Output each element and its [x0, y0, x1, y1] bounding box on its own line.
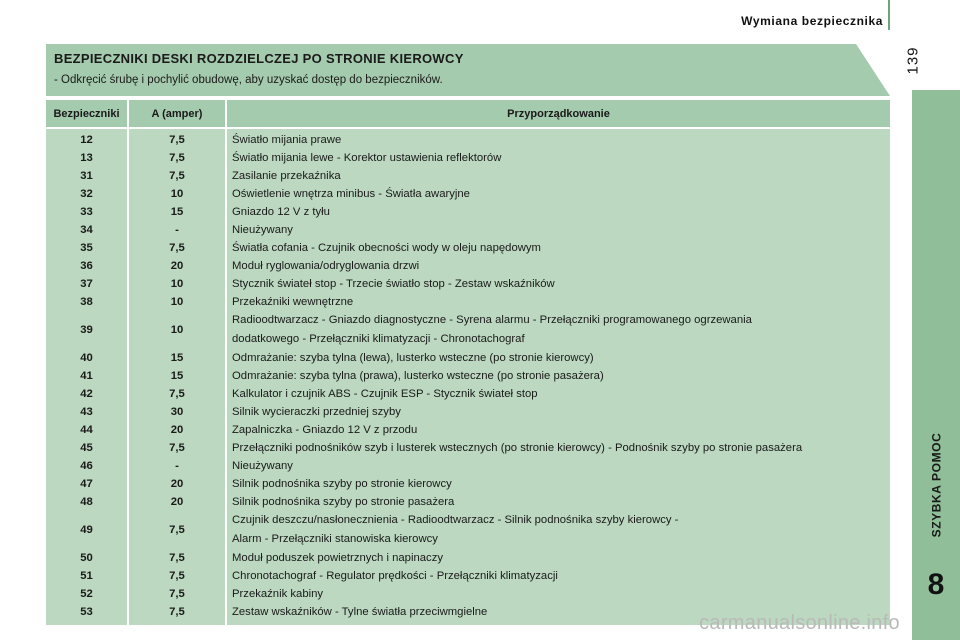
fuse-number: 42	[46, 385, 128, 403]
table-row	[46, 385, 890, 403]
table-row	[46, 367, 890, 385]
table-row	[46, 203, 890, 221]
fuse-amperage: 7,5	[128, 128, 226, 149]
fuse-number: 51	[46, 567, 128, 585]
fuse-number: 40	[46, 349, 128, 367]
fuse-assignment: Oświetlenie wnętrza minibus - Światła awaryjne	[226, 185, 890, 203]
fuse-amperage: -	[128, 457, 226, 475]
fuse-number: 52	[46, 585, 128, 603]
fuse-assignment: Moduł poduszek powietrznych i napinaczy	[226, 549, 890, 567]
fuse-amperage: 7,5	[128, 239, 226, 257]
chapter-side-label	[912, 420, 960, 550]
fuse-amperage: 20	[128, 493, 226, 511]
fuse-number: 50	[46, 549, 128, 567]
fuse-assignment: Zestaw wskaźników - Tylne światła przeciwmgielne	[226, 603, 890, 625]
fuse-number: 46	[46, 457, 128, 475]
table-row	[46, 167, 890, 185]
fuse-amperage: 15	[128, 203, 226, 221]
fuse-assignment: Nieużywany	[226, 457, 890, 475]
fuse-amperage: 7,5	[128, 149, 226, 167]
table-row	[46, 239, 890, 257]
section-instruction: - Odkręcić śrubę i pochylić obudowę, aby uzyskać dostęp do bezpieczników.	[54, 74, 443, 86]
fuse-assignment: Światło mijania prawe	[226, 128, 890, 149]
header-amp: A (amper)	[128, 100, 226, 128]
header-assignment: Przyporządkowanie	[226, 100, 890, 128]
table-row	[46, 257, 890, 275]
fuse-assignment: Przełączniki podnośników szyb i lusterek wstecznych (po stronie kierowcy) - Podnośnik szyby po stronie pasażera	[226, 439, 890, 457]
fuse-amperage: -	[128, 221, 226, 239]
header-divider	[888, 0, 890, 30]
fuse-assignment: Odmrażanie: szyba tylna (prawa), lusterko wsteczne (po stronie pasażera)	[226, 367, 890, 385]
fuse-amperage: 7,5	[128, 549, 226, 567]
fuse-number: 38	[46, 293, 128, 311]
fuse-amperage: 7,5	[128, 511, 226, 549]
chapter-label-text: SZYBKA POMOC	[929, 432, 944, 538]
fuse-assignment: Silnik wycieraczki przedniej szyby	[226, 403, 890, 421]
fuse-assignment: Kalkulator i czujnik ABS - Czujnik ESP - Stycznik świateł stop	[226, 385, 890, 403]
table-row	[46, 457, 890, 475]
fuse-number: 47	[46, 475, 128, 493]
fuse-assignment	[226, 311, 890, 349]
fuse-number: 44	[46, 421, 128, 439]
page-number-text: 139	[904, 45, 922, 75]
fuse-assignment: Gniazdo 12 V z tyłu	[226, 203, 890, 221]
watermark: carmanualsonline.info	[699, 612, 900, 634]
fuse-assignment: Przekaźnik kabiny	[226, 585, 890, 603]
fuse-number: 39	[46, 311, 128, 349]
fuse-number: 32	[46, 185, 128, 203]
table-row	[46, 221, 890, 239]
fuse-number: 43	[46, 403, 128, 421]
fuse-assignment-line-1: Radioodtwarzacz - Gniazdo diagnostyczne - Syrena alarmu - Przełączniki programowanego ogrzewania	[232, 314, 752, 326]
fuse-number: 12	[46, 128, 128, 149]
table-row	[46, 128, 890, 149]
chapter-side-strip	[912, 90, 960, 640]
fuse-number: 37	[46, 275, 128, 293]
fuse-number: 31	[46, 167, 128, 185]
fuse-number: 36	[46, 257, 128, 275]
table-row	[46, 549, 890, 567]
section-title: BEZPIECZNIKI DESKI ROZDZIELCZEJ PO STRONIE KIEROWCY	[54, 51, 464, 66]
fuse-number: 41	[46, 367, 128, 385]
table-row	[46, 349, 890, 367]
fuse-assignment: Silnik podnośnika szyby po stronie pasażera	[226, 493, 890, 511]
chapter-number-badge: 8	[918, 560, 954, 610]
fuse-number: 34	[46, 221, 128, 239]
fuse-number: 35	[46, 239, 128, 257]
table-row	[46, 567, 890, 585]
fuse-assignment: Silnik podnośnika szyby po stronie kierowcy	[226, 475, 890, 493]
fuse-amperage: 7,5	[128, 385, 226, 403]
table-row	[46, 275, 890, 293]
table-row	[46, 475, 890, 493]
fuse-amperage: 7,5	[128, 585, 226, 603]
fuse-amperage: 7,5	[128, 567, 226, 585]
fuse-assignment: Zasilanie przekaźnika	[226, 167, 890, 185]
table-row	[46, 421, 890, 439]
fuse-assignment: Stycznik świateł stop - Trzecie światło stop - Zestaw wskaźników	[226, 275, 890, 293]
fuse-amperage: 7,5	[128, 167, 226, 185]
table-row	[46, 585, 890, 603]
table-row	[46, 185, 890, 203]
running-header-title: Wymiana bezpiecznika	[741, 14, 883, 28]
page-number	[898, 40, 928, 80]
fuse-amperage: 10	[128, 185, 226, 203]
table-row	[46, 493, 890, 511]
table-row	[46, 511, 890, 549]
fuse-table	[46, 100, 890, 625]
fuse-assignment: Światła cofania - Czujnik obecności wody w oleju napędowym	[226, 239, 890, 257]
fuse-assignment: Chronotachograf - Regulator prędkości - Przełączniki klimatyzacji	[226, 567, 890, 585]
fuse-amperage: 7,5	[128, 603, 226, 625]
fuse-assignment-line-1: Czujnik deszczu/nasłonecznienia - Radioodtwarzacz - Silnik podnośnika szyby kierowcy -	[232, 514, 679, 526]
header-fuse: Bezpieczniki	[46, 100, 128, 128]
fuse-assignment: Przekaźniki wewnętrzne	[226, 293, 890, 311]
fuse-assignment: Moduł ryglowania/odryglowania drzwi	[226, 257, 890, 275]
fuse-number: 53	[46, 603, 128, 625]
fuse-number: 33	[46, 203, 128, 221]
table-row	[46, 311, 890, 349]
fuse-amperage: 10	[128, 311, 226, 349]
fuse-amperage: 30	[128, 403, 226, 421]
fuse-assignment: Nieużywany	[226, 221, 890, 239]
fuse-assignment-line-2: Alarm - Przełączniki stanowiska kierowcy	[232, 533, 438, 545]
fuse-amperage: 20	[128, 257, 226, 275]
fuse-number: 45	[46, 439, 128, 457]
fuse-amperage: 15	[128, 349, 226, 367]
table-row	[46, 439, 890, 457]
fuse-assignment: Zapalniczka - Gniazdo 12 V z przodu	[226, 421, 890, 439]
table-row	[46, 403, 890, 421]
fuse-number: 13	[46, 149, 128, 167]
fuse-assignment-line-2: dodatkowego - Przełączniki klimatyzacji - Chronotachograf	[232, 333, 525, 345]
table-row	[46, 149, 890, 167]
fuse-amperage: 10	[128, 293, 226, 311]
fuse-amperage: 10	[128, 275, 226, 293]
fuse-assignment	[226, 511, 890, 549]
fuse-assignment: Odmrażanie: szyba tylna (lewa), lusterko wsteczne (po stronie kierowcy)	[226, 349, 890, 367]
table-header-row	[46, 100, 890, 128]
fuse-amperage: 15	[128, 367, 226, 385]
table-row	[46, 293, 890, 311]
fuse-amperage: 20	[128, 475, 226, 493]
fuse-amperage: 7,5	[128, 439, 226, 457]
fuse-table-body	[46, 128, 890, 625]
fuse-number: 49	[46, 511, 128, 549]
fuse-assignment: Światło mijania lewe - Korektor ustawienia reflektorów	[226, 149, 890, 167]
fuse-number: 48	[46, 493, 128, 511]
fuse-amperage: 20	[128, 421, 226, 439]
